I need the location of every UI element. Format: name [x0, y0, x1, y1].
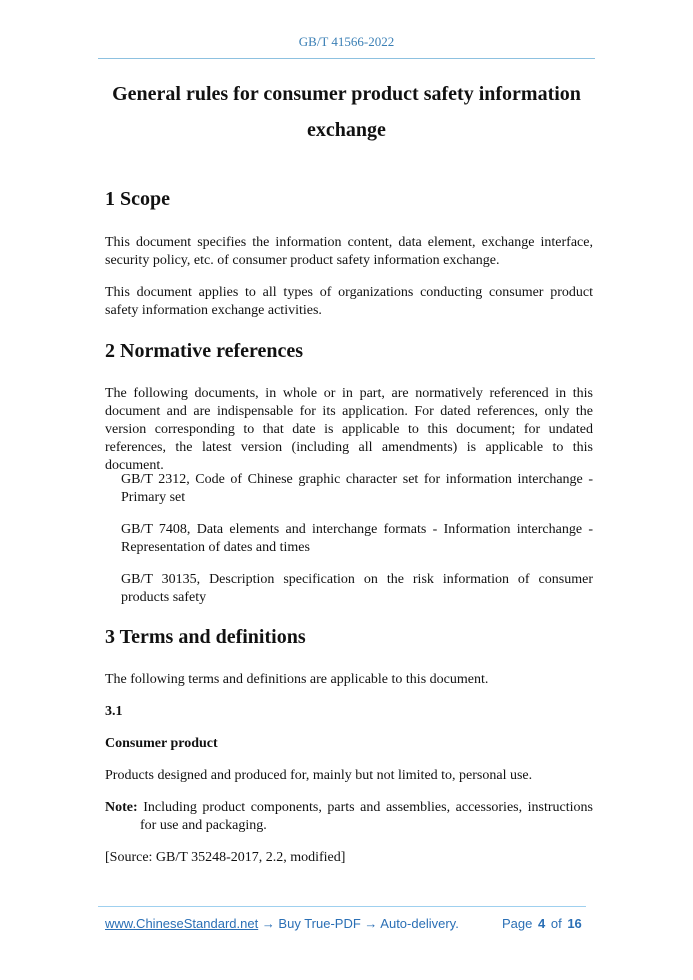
document-title: General rules for consumer product safety information exchange	[112, 83, 581, 141]
total-pages: 16	[567, 916, 582, 931]
header-doc-id: GB/T 41566-2022	[298, 34, 395, 49]
footer-promo	[105, 916, 459, 931]
scope-paragraph-2: This document applies to all types of organizations conducting consumer product safety information exchange activities.	[105, 285, 593, 318]
scope-paragraph-1: This document specifies the information content, data element, exchange interface, security policy, etc. of consumer product safety information exchange.	[105, 235, 593, 268]
reference-item: GB/T 7408, Data elements and interchange formats - Information interchange - Representation of dates and times	[121, 522, 593, 555]
term-number: 3.1	[105, 704, 123, 719]
footer-divider	[98, 906, 586, 907]
terms-paragraph: The following terms and definitions are applicable to this document.	[105, 672, 489, 687]
term-source: [Source: GB/T 35248-2017, 2.2, modified]	[105, 850, 346, 865]
term-definition: Products designed and produced for, mainly but not limited to, personal use.	[105, 768, 533, 783]
heading-scope: 1 Scope	[105, 188, 170, 210]
normative-paragraph: The following documents, in whole or in part, are normatively referenced in this document and are indispensable for its application. For dated references, only the version corresponding to that date is applicable to this document; for undated references, the latest version (including all amendments) is applicable to this document.	[105, 386, 593, 473]
footer-promo-text: → Buy True-PDF → Auto-delivery.	[258, 916, 459, 931]
reference-item: GB/T 30135, Description specification on the risk information of consumer products safety	[121, 572, 593, 605]
page-label: Page	[502, 916, 533, 931]
page-number	[502, 916, 582, 931]
website-link[interactable]: www.ChineseStandard.net	[105, 916, 259, 931]
of-label: of	[550, 916, 562, 931]
current-page: 4	[538, 916, 546, 931]
heading-normative-references: 2 Normative references	[105, 340, 304, 362]
term-note	[105, 799, 593, 835]
note-text: Including product components, parts and assemblies, accessories, instructions for use and packaging.	[140, 800, 593, 833]
note-label: Note:	[105, 800, 138, 815]
reference-item: GB/T 2312, Code of Chinese graphic character set for information interchange - Primary set	[121, 472, 593, 505]
heading-terms-definitions: 3 Terms and definitions	[105, 626, 306, 648]
header-divider	[98, 58, 595, 59]
term-name: Consumer product	[105, 736, 218, 751]
